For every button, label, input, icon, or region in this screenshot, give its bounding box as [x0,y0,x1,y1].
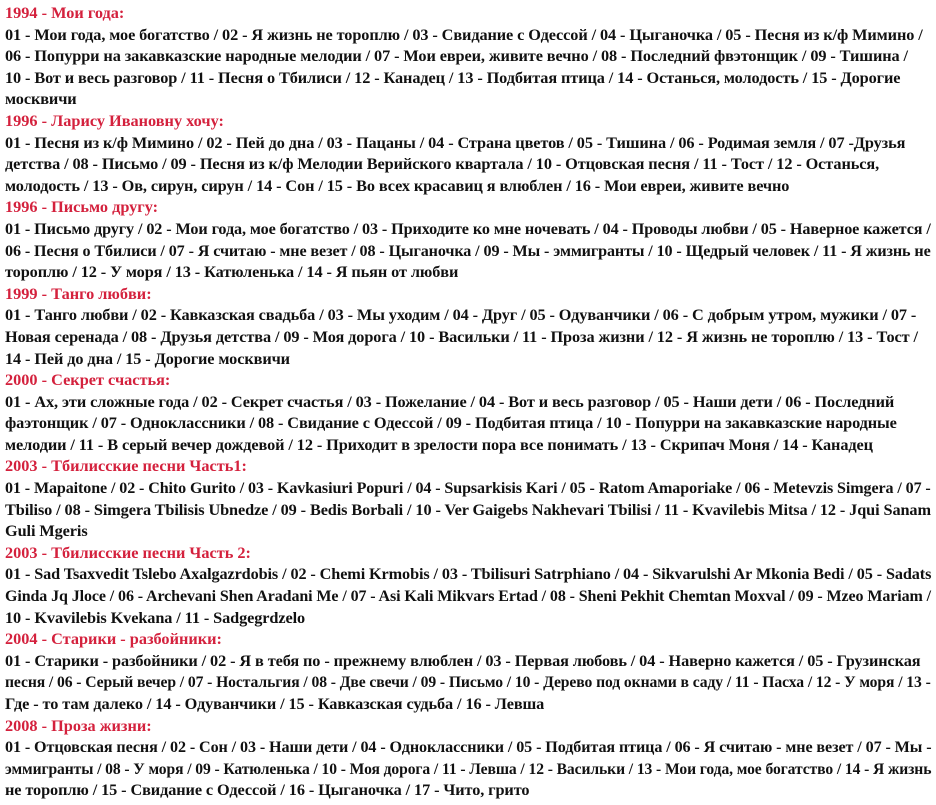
track-line: 01 - Ах, эти сложные года / 02 - Секрет счастья / 03 - Пожелание / 04 - Вот и весь разговор / 05 - Наши дети / 06 - Последний [5,391,895,411]
track-line: фаэтонщик / 07 - Одноклассники / 08 - Свидание с Одессой / 09 - Подбитая птица / 10 - Попурри на закавказские народные [5,413,897,433]
album-title: 1999 - Танго любви: [5,283,152,303]
album-block [5,110,933,196]
album-block [5,628,933,714]
album-block [5,196,933,282]
album-block [5,715,933,801]
track-line: москвичи [5,89,77,109]
track-line: 06 - Песня о Тбилиси / 07 - Я считаю - мне везет / 08 - Цыганочка / 09 - Мы - эммигранты / 10 - Щедрый человек / 11 - Я жизнь не [5,240,931,260]
album-title: 2004 - Старики - разбойники: [5,629,222,649]
track-line: тороплю / 12 - У моря / 13 - Катюленька / 14 - Я пьян от любви [5,262,459,282]
album-block [5,455,933,541]
track-line: эммигранты / 08 - У моря / 09 - Катюленька / 10 - Моя дорога / 11 - Левша / 12 - Васильки / 13 - Мои года, мое богатство / 14 - Я жизнь [5,758,932,778]
track-line: 14 - Пей до дна / 15 - Дорогие москвичи [5,348,290,368]
track-line: детства / 08 - Письмо / 09 - Песня из к/ф Мелодии Верийского квартала / 10 - Отцовская песня / 11 - Тост / 12 - Останься, [5,154,880,174]
track-line: 06 - Попурри на закавказские народные мелодии / 07 - Мои евреи, живите вечно / 08 - Последний фвэтонщик / 09 - Тишина / [5,46,908,66]
album-block [5,369,933,455]
album-title: 1994 - Мои года: [5,3,125,22]
album-title: 1996 - Ларису Ивановну хочу: [5,110,224,130]
track-line: 01 - Песня из к/ф Мимино / 02 - Пей до дна / 03 - Пацаны / 04 - Страна цветов / 05 - Тишина / 06 - Родимая земля / 07 -Друзья [5,132,906,152]
track-line: Новая серенада / 08 - Друзья детства / 09 - Моя дорога / 10 - Васильки / 11 - Проза жизни / 12 - Я жизнь не тороплю / 13 - Тост / [5,326,918,346]
track-line: 10 - Kvavilebis Kvekana / 11 - Sadgegrdzelo [5,607,306,627]
track-line: Ginda Jq Jloce / 06 - Archevani Shen Aradani Me / 07 - Asi Kali Mikvars Ertad / 08 - Sheni Pekhit Chemtan Moxval / 09 - Mzeo Mariam / [5,586,931,606]
track-line: 01 - Mapaitone / 02 - Chito Gurito / 03 - Kavkasiuri Popuri / 04 - Supsarkisis Kari / 05 - Ratom Amaporiake / 06 - Metevzis Simgera / 07 - [5,478,931,498]
track-line: не тороплю / 15 - Свидание с Одессой / 16 - Цыганочка / 17 - Чито, грито [5,780,530,800]
track-line: 01 - Sad Tsaxvedit Tslebo Axalgazrdobis / 02 - Chemi Krmobis / 03 - Tbilisuri Satrphiano / 04 - Sikvarulshi Ar Mkonia Bedi / 05 - Sadats [5,564,932,584]
track-line: 01 - Танго любви / 02 - Кавказская свадьба / 03 - Мы уходим / 04 - Друг / 05 - Одуванчики / 06 - С добрым утром, мужики / 07 - [5,305,917,325]
track-line: 01 - Письмо другу / 02 - Мои года, мое богатство / 03 - Приходите ко мне ночевать / 04 - Проводы любви / 05 - Наверное кажется / [5,218,931,238]
album-title: 1996 - Письмо другу: [5,197,159,217]
track-line: Tbiliso / 08 - Simgera Tbilisis Ubnedze / 09 - Bedis Borbali / 10 - Ver Gaigebs Nakhevari Tbilisi / 11 - Kvavilebis Mitsa / 12 - Jqui Sanam [5,499,931,519]
track-line: Guli Mgeris [5,521,88,541]
discography-list [5,2,933,801]
track-line: молодость / 13 - Ов, сирун, сирун / 14 - Сон / 15 - Во всех красавиц я влюблен / 16 - Мои евреи, живите вечно [5,175,790,195]
album-block [5,2,933,110]
track-line: 01 - Старики - разбойники / 02 - Я в тебя по - прежнему влюблен / 03 - Первая любовь / 04 - Наверно кажется / 05 - Грузинская [5,650,921,670]
track-line: Где - то там далеко / 14 - Одуванчики / 15 - Кавказская судьба / 16 - Левша [5,694,545,713]
album-title: 2003 - Тбилисские песни Часть 2: [5,542,251,562]
track-line: 01 - Отцовская песня / 02 - Сон / 03 - Наши дети / 04 - Одноклассники / 05 - Подбитая птица / 06 - Я считаю - мне везет / 07 - Мы - [5,737,932,757]
album-title: 2008 - Проза жизни: [5,715,152,735]
track-line: 10 - Вот и весь разговор / 11 - Песня о Тбилиси / 12 - Канадец / 13 - Подбитая птица / 14 - Останься, молодость / 15 - Дорогие [5,67,901,87]
track-line: 01 - Мои года, мое богатство / 02 - Я жизнь не тороплю / 03 - Свидание с Одессой / 04 - Цыганочка / 05 - Песня из к/ф Мимино / [5,24,923,44]
track-line: песня / 06 - Серый вечер / 07 - Ностальгия / 08 - Две свечи / 09 - Письмо / 10 - Дерево под окнами в саду / 11 - Пасха / 12 - У моря / 13 - [5,672,931,692]
track-line: мелодии / 11 - В серый вечер дождевой / 12 - Приходит в зрелости пора все понимать / 13 - Скрипач Моня / 14 - Канадец [5,434,873,454]
album-title: 2003 - Тбилисские песни Часть1: [5,456,247,476]
album-title: 2000 - Секрет счастья: [5,370,171,390]
album-block [5,542,933,628]
album-block [5,283,933,369]
